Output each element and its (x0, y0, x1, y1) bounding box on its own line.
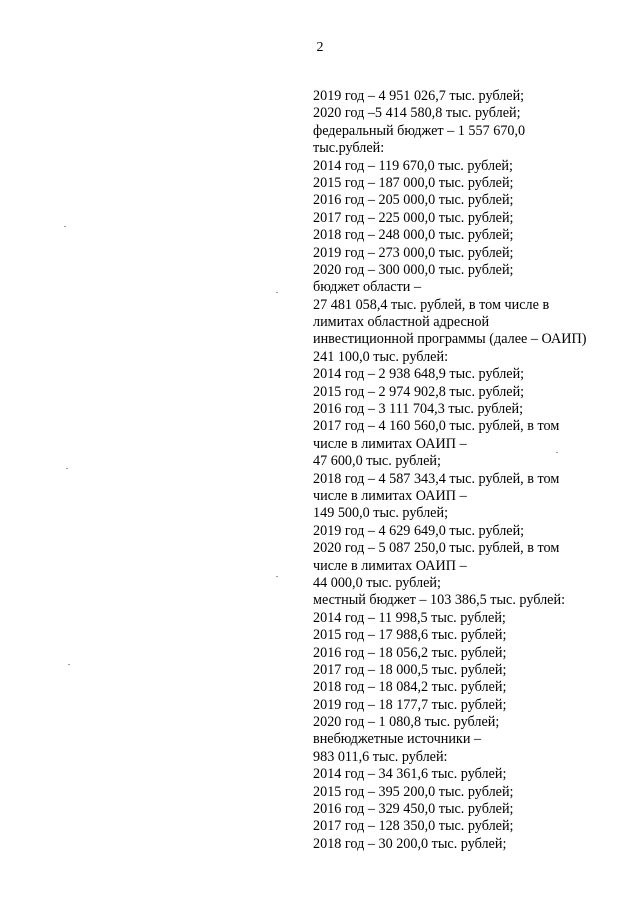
text-line: местный бюджет – 103 386,5 тыс. рублей: (313, 592, 566, 609)
text-line: 2019 год – 18 177,7 тыс. рублей; (313, 696, 507, 713)
text-line: 2015 год – 17 988,6 тыс. рублей; (313, 627, 507, 644)
text-line: инвестиционной программы (далее – ОАИП) (313, 331, 587, 348)
text-line: 2016 год – 329 450,0 тыс. рублей; (313, 801, 514, 818)
text-line: 2017 год – 128 350,0 тыс. рублей; (313, 818, 514, 835)
text-line: 983 011,6 тыс. рублей: (313, 748, 448, 765)
text-line: 149 500,0 тыс. рублей; (313, 505, 449, 522)
scan-speck (68, 664, 70, 665)
text-line: числе в лимитах ОАИП – (313, 435, 467, 452)
page-number: 2 (316, 40, 324, 55)
text-line: тыс.рублей: (313, 140, 385, 157)
text-line: федеральный бюджет – 1 557 670,0 (313, 122, 526, 139)
text-line: 2016 год – 18 056,2 тыс. рублей; (313, 644, 507, 661)
text-line: 2019 год – 4 951 026,7 тыс. рублей; (313, 88, 525, 104)
text-line: 47 600,0 тыс. рублей; (313, 453, 441, 470)
scan-speck (64, 226, 66, 227)
text-line: 2014 год – 34 361,6 тыс. рублей; (313, 766, 507, 783)
text-line: числе в лимитах ОАИП – (313, 487, 467, 504)
text-line: 2019 год – 273 000,0 тыс. рублей; (313, 244, 514, 261)
text-line: 2018 год – 18 084,2 тыс. рублей; (313, 679, 507, 696)
text-line: 2016 год – 3 111 704,3 тыс. рублей; (313, 401, 524, 418)
text-line: 2014 год – 119 670,0 тыс. рублей; (313, 157, 513, 174)
text-line: 27 481 058,4 тыс. рублей, в том числе в (313, 296, 550, 313)
text-line: 2016 год – 205 000,0 тыс. рублей; (313, 192, 514, 209)
text-line: бюджет области – (313, 279, 422, 296)
text-line: лимитах областной адресной (313, 314, 490, 331)
text-line: 2018 год – 30 200,0 тыс. рублей; (313, 835, 507, 852)
text-line: 241 100,0 тыс. рублей: (313, 348, 449, 365)
text-line: 2020 год – 5 087 250,0 тыс. рублей, в том (313, 540, 560, 557)
funding-text-block (313, 88, 633, 853)
text-line: 2015 год – 2 974 902,8 тыс. рублей; (313, 383, 525, 400)
text-line: 2017 год – 18 000,5 тыс. рублей; (313, 661, 507, 678)
scan-speck (276, 292, 278, 293)
scan-speck (66, 468, 68, 469)
text-line: 2014 год – 2 938 648,9 тыс. рублей; (313, 366, 525, 383)
text-line: 2018 год – 248 000,0 тыс. рублей; (313, 227, 514, 244)
text-line: 2015 год – 187 000,0 тыс. рублей; (313, 174, 514, 191)
text-line: 2020 год – 300 000,0 тыс. рублей; (313, 261, 514, 278)
text-line: 2020 год –5 414 580,8 тыс. рублей; (313, 105, 521, 122)
text-line: 2017 год – 4 160 560,0 тыс. рублей, в том (313, 418, 560, 435)
text-line: 2018 год – 4 587 343,4 тыс. рублей, в том (313, 470, 560, 487)
text-line: числе в лимитах ОАИП – (313, 557, 467, 574)
text-line: 44 000,0 тыс. рублей; (313, 574, 441, 591)
text-line: 2015 год – 395 200,0 тыс. рублей; (313, 783, 514, 800)
text-line: 2014 год – 11 998,5 тыс. рублей; (313, 609, 506, 626)
text-line: 2017 год – 225 000,0 тыс. рублей; (313, 209, 514, 226)
scan-speck (556, 452, 558, 453)
text-line: 2020 год – 1 080,8 тыс. рублей; (313, 714, 500, 731)
text-line: внебюджетные источники – (313, 731, 482, 748)
text-line: 2019 год – 4 629 649,0 тыс. рублей; (313, 522, 525, 539)
scan-speck (276, 576, 278, 577)
